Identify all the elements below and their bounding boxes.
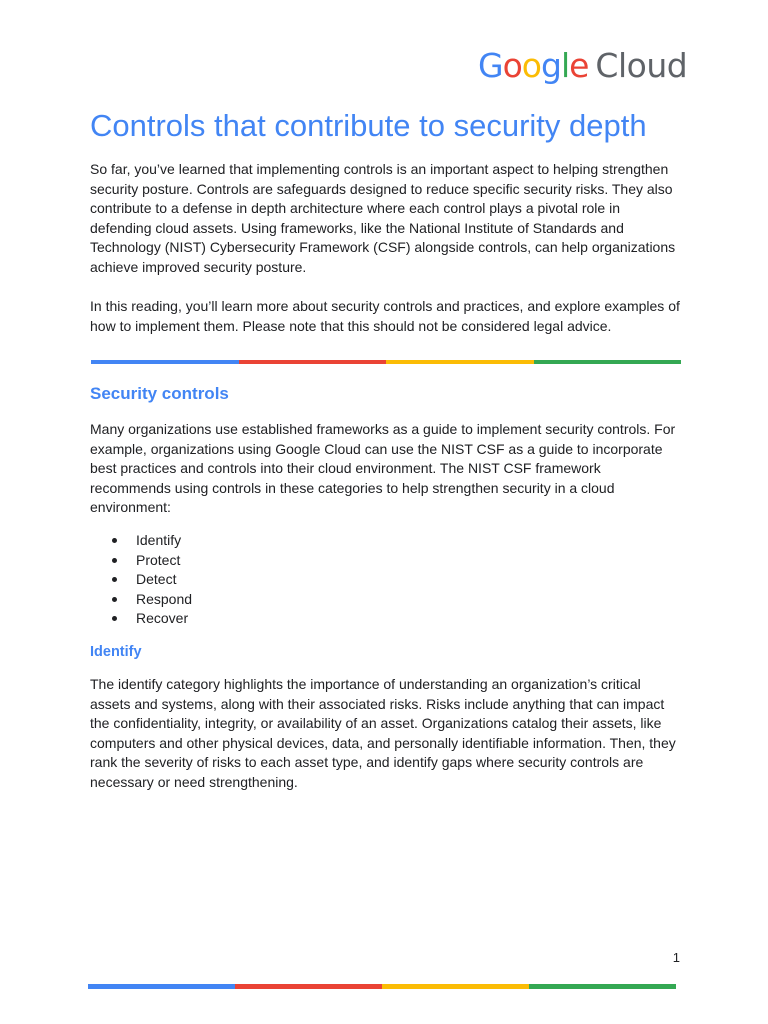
intro-paragraph: So far, you’ve learned that implementing controls is an important aspect to helping strengthen security posture. Controls are safeguards designed to reduce specific security risks. They also contribute to a defense in depth architecture where each control plays a pivotal role in defending cloud assets. Using frameworks, like the National Institute of Standards and Technology (NIST) Cybersecurity Framework (CSF) alongside controls, can help organizations achieve improved security posture. — [90, 161, 676, 275]
section-divider — [91, 360, 681, 364]
divider-segment — [88, 984, 235, 989]
logo-letter: e — [569, 46, 589, 85]
list-item — [112, 531, 192, 551]
bullet-icon — [112, 597, 117, 602]
identify-paragraph: The identify category highlights the importance of understanding an organization’s critical assets and systems, along with their associated risks. Risks include anything that can impact the confidentiality, integrity, or availability of an asset. Organizations catalog their assets, like computers and other physical devices, data, and personally identifiable information. Then, they rank the severity of risks to each asset type, and identify gaps where security controls are necessary or need strengthening. — [90, 676, 676, 790]
intro-paragraph: In this reading, you’ll learn more about security controls and practices, and explore examples of how to implement them. Please note that this should not be considered legal advice. — [90, 298, 680, 334]
list-item-label: Detect — [136, 571, 177, 587]
google-wordmark — [478, 46, 588, 86]
bullet-icon — [112, 538, 117, 543]
page-number: 1 — [672, 950, 680, 965]
list-item — [112, 551, 192, 571]
list-item-label: Identify — [136, 532, 182, 548]
list-item-label: Protect — [136, 551, 181, 568]
section-heading-security-controls: Security controls — [90, 384, 229, 403]
divider-segment — [235, 984, 382, 989]
bullet-icon — [112, 616, 117, 621]
divider-segment — [91, 360, 239, 364]
logo-letter: l — [560, 46, 570, 85]
bullet-icon — [112, 558, 117, 563]
divider-segment — [534, 360, 682, 364]
cloud-wordmark: Cloud — [595, 46, 688, 85]
divider-segment — [386, 360, 534, 364]
logo-letter: G — [478, 46, 503, 85]
divider-segment — [529, 984, 676, 989]
list-item-label: Respond — [136, 590, 193, 607]
divider-segment — [382, 984, 529, 989]
list-item-label: Recover — [136, 610, 189, 626]
footer-divider — [88, 984, 676, 989]
nist-categories-list — [112, 531, 192, 629]
logo-letter: o — [521, 46, 541, 85]
security-controls-paragraph: Many organizations use established frameworks as a guide to implement security controls. For example, organizations using Google Cloud can use the NIST CSF as a guide to incorporate best practices and controls into their cloud environment. The NIST CSF framework recommends using controls in these categories to help strengthen security in a cloud environment: — [90, 421, 676, 516]
logo-letter: g — [540, 46, 561, 85]
list-item — [112, 609, 192, 629]
google-cloud-logo — [478, 46, 687, 90]
list-item — [112, 590, 192, 610]
subsection-heading-identify: Identify — [90, 644, 142, 660]
divider-segment — [239, 360, 387, 364]
logo-letter: o — [502, 46, 522, 85]
page-title: Controls that contribute to security depth — [90, 108, 647, 143]
bullet-icon — [112, 577, 117, 582]
list-item — [112, 570, 192, 590]
